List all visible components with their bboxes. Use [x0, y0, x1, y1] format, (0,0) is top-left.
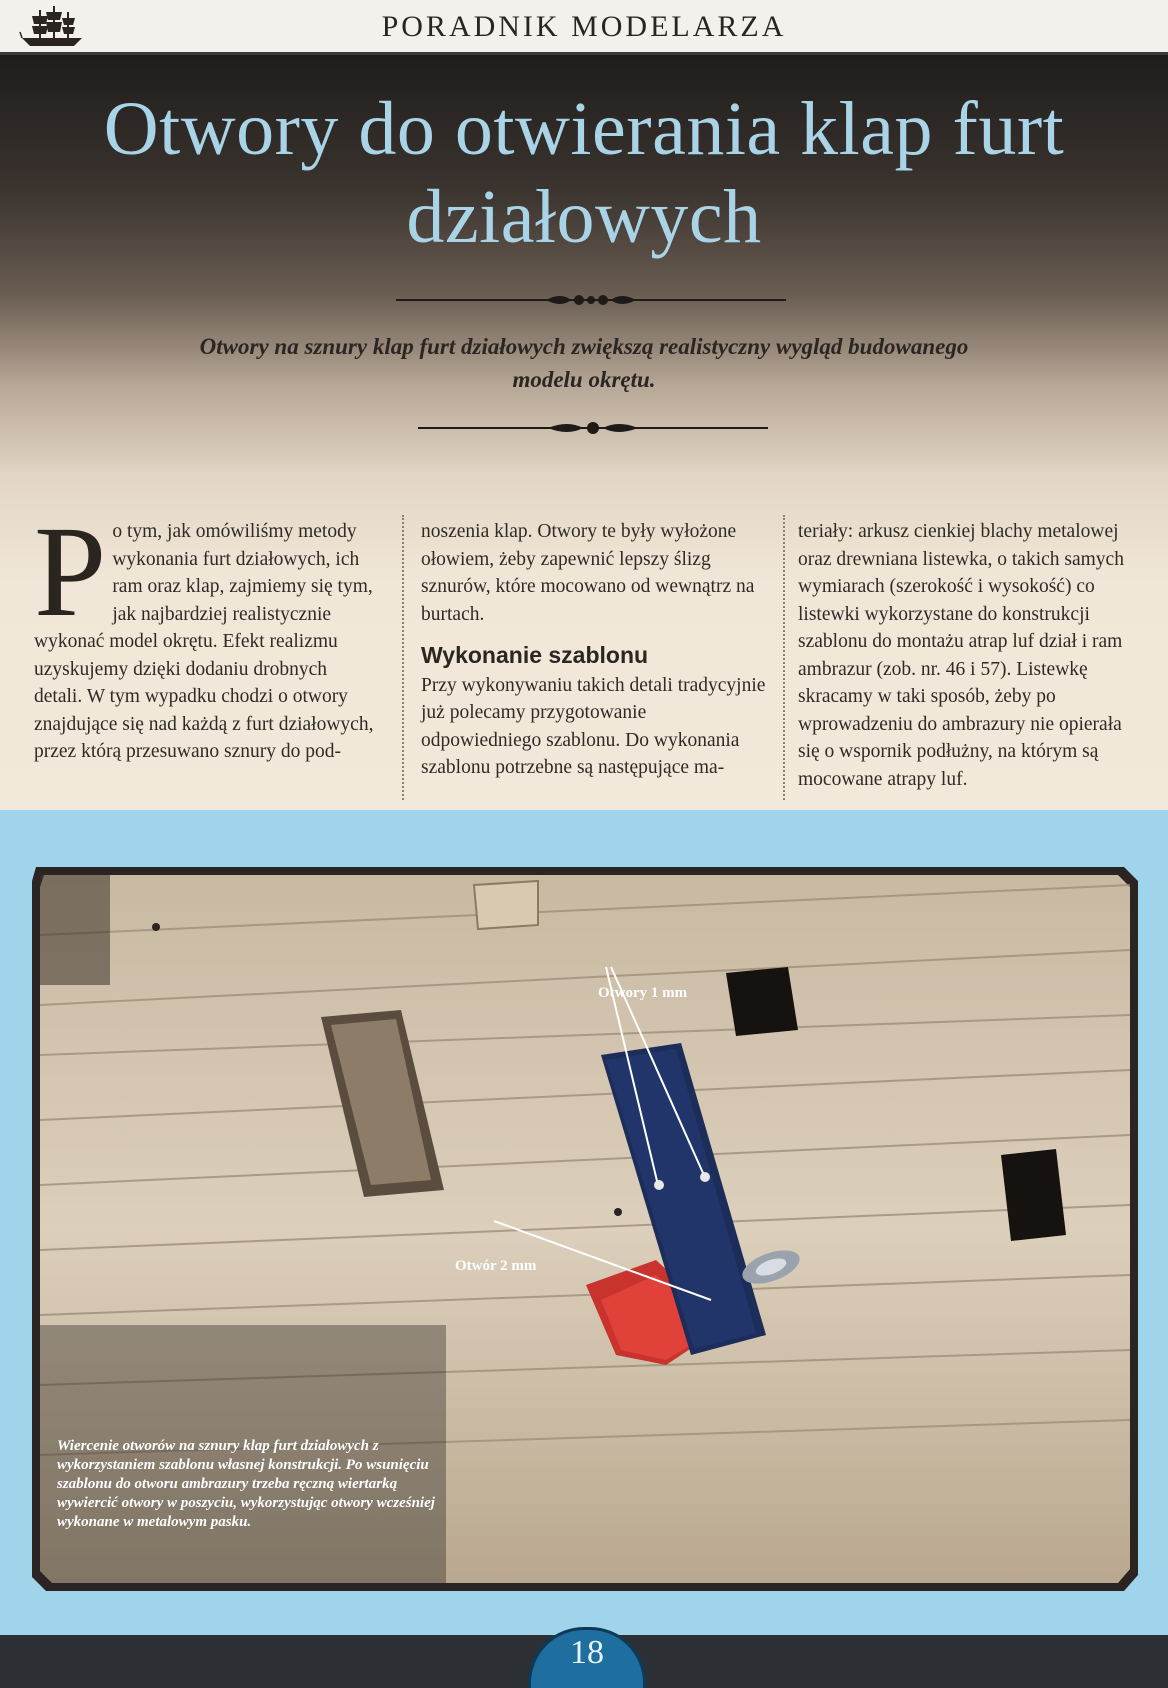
photo-caption: Wiercenie otworów na sznury klap furt działowych z wykorzystaniem szablonu własnej konstrukcji. Po wsunięciu szablonu do otworu ambrazury trzeba ręczną wiertarką wywiercić otwory w poszyciu, wykorzystując otwory wcześniej wykonane w metalowym pasku.	[57, 1438, 435, 1530]
column-divider-1	[402, 515, 404, 800]
text-column-3	[798, 518, 1148, 793]
label-hole-2mm: Otwór 2 mm	[455, 1258, 537, 1274]
column-divider-2	[783, 515, 785, 800]
text-column-2	[421, 518, 771, 782]
header-band	[0, 0, 1168, 56]
article-lead: Otwory na sznury klap furt działowych zwiększą realistyczny wygląd budowanego modelu okrętu.	[199, 334, 969, 392]
bottom-ornament-divider	[418, 416, 768, 440]
text-column-1	[34, 500, 374, 766]
column-2-body: Przy wykonywaniu takich detali tradycyjnie już polecamy przygotowanie odpowiedniego szablonu. Do wykonania szablonu potrzebne są następujące ma-	[421, 674, 766, 778]
column-1-text: o tym, jak omówiliśmy metody wykonania furt działowych, ich ram oraz klap, zajmiemy się tym, jak najbardziej realistycznie wykonać model okrętu. Efekt realizmu uzyskujemy dzięki dodaniu drobnych detali. W tym wypadku chodzi o otwory znajdujące się nad każdą z furt działowych, przez którą przesuwano sznury do pod-	[34, 521, 374, 762]
header-title: PORADNIK MODELARZA	[381, 10, 787, 43]
drop-cap: P	[34, 500, 107, 644]
page-number: 18	[570, 1634, 604, 1671]
column-2-intro: noszenia klap. Otwory te były wyłożone ołowiem, żeby zapewnić lepszy ślizg sznurów, które mocowano od wewnątrz na burtach.	[421, 521, 755, 625]
section-subheading: Wykonanie szablonu	[421, 642, 649, 668]
label-holes-1mm: Otwory 1 mm	[598, 985, 688, 1001]
article-title: Otwory do otwierania klap furt działowych	[103, 87, 1065, 259]
column-3-text: teriały: arkusz cienkiej blachy metalowej oraz drewniana listewka, o takich samych wymiarach (szerokość i wysokość) co listewki wykorzystane do konstrukcji szablonu do montażu atrap luf dział i ram ambrazur (zob. nr. 46 i 57). Listewkę skracamy w taki sposób, żeby po wprowadzeniu do ambrazury nie opierała się o wspornik podłużny, na którym są mocowane atrapy luf.	[798, 521, 1124, 790]
top-ornament-divider	[396, 288, 786, 312]
